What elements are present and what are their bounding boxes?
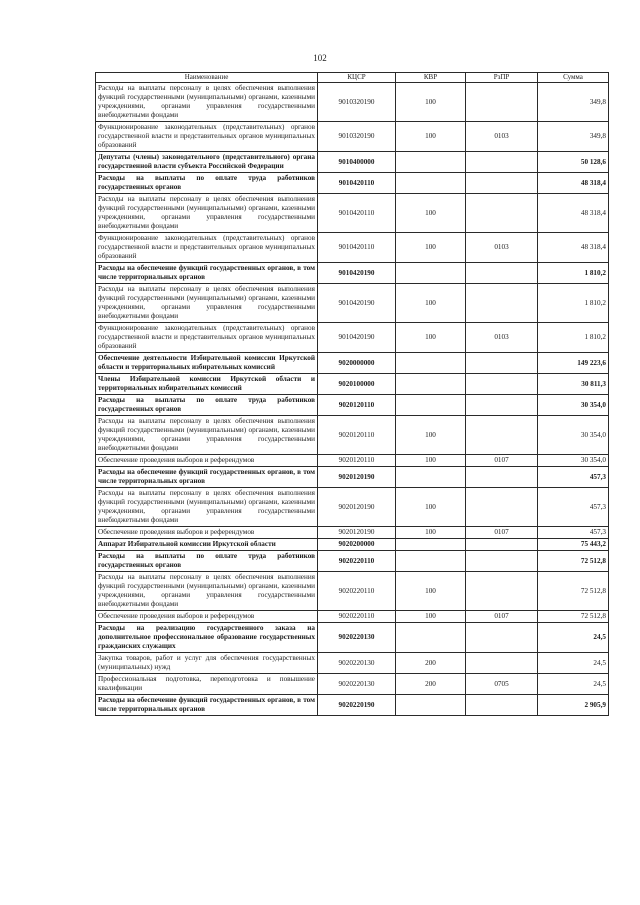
table-row (96, 455, 609, 467)
cell-sum: 349,8 (538, 122, 609, 152)
cell-kvr (396, 374, 466, 395)
cell-code: 9010420110 (318, 173, 396, 194)
table-row (96, 416, 609, 455)
cell-sum: 457,3 (538, 527, 609, 539)
cell-code: 9010420190 (318, 323, 396, 353)
cell-code: 9020120190 (318, 467, 396, 488)
cell-name: Расходы на обеспечение функций государственных органов, в том числе территориальных органов (96, 467, 318, 488)
cell-sum: 50 128,6 (538, 152, 609, 173)
cell-code: 9020220130 (318, 653, 396, 674)
cell-sum: 1 810,2 (538, 263, 609, 284)
cell-kvr: 100 (396, 194, 466, 233)
cell-sum: 24,5 (538, 653, 609, 674)
cell-sum: 48 318,4 (538, 194, 609, 233)
cell-kvr: 100 (396, 527, 466, 539)
cell-kvr (396, 467, 466, 488)
column-header-kvr: КВР (396, 73, 466, 83)
cell-code: 9020220130 (318, 623, 396, 653)
cell-name: Расходы на реализацию государственного заказа на дополнительное профессиональное образование государственных гражданских служащих (96, 623, 318, 653)
cell-code: 9010420110 (318, 194, 396, 233)
cell-sum: 75 443,2 (538, 539, 609, 551)
cell-rzpr (466, 572, 538, 611)
cell-code: 9020120110 (318, 455, 396, 467)
cell-code: 9020100000 (318, 374, 396, 395)
page-number: 102 (313, 53, 327, 63)
cell-rzpr (466, 83, 538, 122)
table-row (96, 653, 609, 674)
cell-code: 9010420190 (318, 284, 396, 323)
budget-table (95, 72, 609, 716)
cell-name: Депутаты (члены) законодательного (представительного) органа государственной власти субъекта Российской Федерации (96, 152, 318, 173)
cell-name: Функционирование законодательных (представительных) органов государственной власти и представительных органов муниципальных образований (96, 323, 318, 353)
cell-rzpr: 0107 (466, 527, 538, 539)
cell-rzpr (466, 374, 538, 395)
cell-name: Обеспечение деятельности Избирательной комиссии Иркутской области и территориальных избирательных комиссий (96, 353, 318, 374)
cell-kvr: 100 (396, 611, 466, 623)
cell-sum: 24,5 (538, 674, 609, 695)
table-row (96, 194, 609, 233)
cell-kvr (396, 623, 466, 653)
table-row (96, 623, 609, 653)
cell-name: Расходы на выплаты персоналу в целях обеспечения выполнения функций государственными (муниципальными) органами, казенными учреждениями, органами управления государственными внебюджетными фондами (96, 194, 318, 233)
cell-rzpr (466, 539, 538, 551)
table-row (96, 284, 609, 323)
cell-kvr (396, 263, 466, 284)
table-row (96, 374, 609, 395)
cell-code: 9020120110 (318, 416, 396, 455)
cell-kvr: 100 (396, 416, 466, 455)
cell-sum: 457,3 (538, 488, 609, 527)
cell-name: Расходы на выплаты по оплате труда работников государственных органов (96, 173, 318, 194)
cell-code: 9020000000 (318, 353, 396, 374)
cell-name: Члены Избирательной комиссии Иркутской области и территориальных избирательных комиссий (96, 374, 318, 395)
cell-code: 9010400000 (318, 152, 396, 173)
cell-name: Аппарат Избирательной комиссии Иркутской области (96, 539, 318, 551)
cell-sum: 48 318,4 (538, 233, 609, 263)
cell-name: Обеспечение проведения выборов и референдумов (96, 611, 318, 623)
cell-rzpr: 0705 (466, 674, 538, 695)
cell-sum: 2 905,9 (538, 695, 609, 716)
cell-kvr (396, 551, 466, 572)
table-row (96, 263, 609, 284)
cell-rzpr (466, 263, 538, 284)
cell-kvr: 100 (396, 323, 466, 353)
cell-kvr (396, 395, 466, 416)
cell-sum: 30 354,0 (538, 455, 609, 467)
table-row (96, 467, 609, 488)
cell-sum: 30 354,0 (538, 416, 609, 455)
table-row (96, 122, 609, 152)
cell-kvr (396, 152, 466, 173)
table-row (96, 527, 609, 539)
cell-sum: 48 318,4 (538, 173, 609, 194)
cell-sum: 30 811,3 (538, 374, 609, 395)
table-row (96, 233, 609, 263)
cell-sum: 72 512,8 (538, 551, 609, 572)
cell-name: Расходы на обеспечение функций государственных органов, в том числе территориальных органов (96, 695, 318, 716)
column-header-sum: Сумма (538, 73, 609, 83)
cell-name: Расходы на выплаты персоналу в целях обеспечения выполнения функций государственными (муниципальными) органами, казенными учреждениями, органами управления государственными внебюджетными фондами (96, 488, 318, 527)
cell-rzpr (466, 284, 538, 323)
table-row (96, 353, 609, 374)
cell-name: Обеспечение проведения выборов и референдумов (96, 527, 318, 539)
cell-rzpr (466, 551, 538, 572)
cell-sum: 24,5 (538, 623, 609, 653)
cell-code: 9020120190 (318, 488, 396, 527)
cell-rzpr (466, 416, 538, 455)
table-row (96, 674, 609, 695)
cell-rzpr: 0103 (466, 323, 538, 353)
cell-rzpr: 0103 (466, 233, 538, 263)
cell-rzpr (466, 623, 538, 653)
table-row (96, 83, 609, 122)
cell-name: Расходы на выплаты по оплате труда работников государственных органов (96, 551, 318, 572)
table-row (96, 572, 609, 611)
cell-code: 9020220110 (318, 572, 396, 611)
cell-sum: 30 354,0 (538, 395, 609, 416)
cell-code: 9010320190 (318, 83, 396, 122)
cell-kvr (396, 695, 466, 716)
table-header-row (96, 73, 609, 83)
cell-name: Расходы на выплаты по оплате труда работников государственных органов (96, 395, 318, 416)
cell-name: Функционирование законодательных (представительных) органов государственной власти и представительных органов муниципальных образований (96, 233, 318, 263)
cell-sum: 1 810,2 (538, 323, 609, 353)
cell-kvr: 100 (396, 572, 466, 611)
cell-code: 9020120110 (318, 395, 396, 416)
cell-kvr: 100 (396, 284, 466, 323)
cell-kvr: 200 (396, 653, 466, 674)
cell-sum: 1 810,2 (538, 284, 609, 323)
cell-rzpr (466, 173, 538, 194)
column-header-rzpr: РзПР (466, 73, 538, 83)
cell-sum: 457,3 (538, 467, 609, 488)
cell-code: 9020220110 (318, 551, 396, 572)
cell-rzpr (466, 695, 538, 716)
cell-name: Расходы на выплаты персоналу в целях обеспечения выполнения функций государственными (муниципальными) органами, казенными учреждениями, органами управления государственными внебюджетными фондами (96, 284, 318, 323)
cell-kvr: 200 (396, 674, 466, 695)
cell-kvr (396, 353, 466, 374)
cell-kvr (396, 173, 466, 194)
table-body (96, 83, 609, 716)
cell-code: 9020200000 (318, 539, 396, 551)
cell-code: 9010420190 (318, 263, 396, 284)
cell-code: 9020120190 (318, 527, 396, 539)
table-row (96, 173, 609, 194)
table-row (96, 488, 609, 527)
cell-name: Закупка товаров, работ и услуг для обеспечения государственных (муниципальных) нужд (96, 653, 318, 674)
cell-code: 9010320190 (318, 122, 396, 152)
cell-rzpr: 0107 (466, 455, 538, 467)
cell-sum: 72 512,8 (538, 611, 609, 623)
cell-name: Обеспечение проведения выборов и референдумов (96, 455, 318, 467)
table-row (96, 551, 609, 572)
cell-rzpr (466, 488, 538, 527)
cell-sum: 349,8 (538, 83, 609, 122)
cell-name: Функционирование законодательных (представительных) органов государственной власти и представительных органов муниципальных образований (96, 122, 318, 152)
cell-code: 9020220190 (318, 695, 396, 716)
table-row (96, 611, 609, 623)
cell-rzpr (466, 467, 538, 488)
table-row (96, 695, 609, 716)
cell-kvr (396, 539, 466, 551)
cell-sum: 72 512,8 (538, 572, 609, 611)
cell-rzpr (466, 395, 538, 416)
cell-kvr: 100 (396, 455, 466, 467)
table-row (96, 539, 609, 551)
cell-rzpr: 0103 (466, 122, 538, 152)
cell-rzpr: 0107 (466, 611, 538, 623)
table-row (96, 395, 609, 416)
cell-kvr: 100 (396, 488, 466, 527)
cell-code: 9020220110 (318, 611, 396, 623)
cell-rzpr (466, 653, 538, 674)
cell-name: Расходы на выплаты персоналу в целях обеспечения выполнения функций государственными (муниципальными) органами, казенными учреждениями, органами управления государственными внебюджетными фондами (96, 83, 318, 122)
cell-code: 9010420110 (318, 233, 396, 263)
cell-rzpr (466, 152, 538, 173)
cell-code: 9020220130 (318, 674, 396, 695)
column-header-code: КЦСР (318, 73, 396, 83)
cell-kvr: 100 (396, 122, 466, 152)
table-row (96, 323, 609, 353)
column-header-name: Наименование (96, 73, 318, 83)
cell-kvr: 100 (396, 83, 466, 122)
cell-name: Расходы на выплаты персоналу в целях обеспечения выполнения функций государственными (муниципальными) органами, казенными учреждениями, органами управления государственными внебюджетными фондами (96, 572, 318, 611)
table-row (96, 152, 609, 173)
cell-rzpr (466, 353, 538, 374)
cell-name: Профессиональная подготовка, переподготовка и повышение квалификации (96, 674, 318, 695)
cell-name: Расходы на выплаты персоналу в целях обеспечения выполнения функций государственными (муниципальными) органами, казенными учреждениями, органами управления государственными внебюджетными фондами (96, 416, 318, 455)
cell-name: Расходы на обеспечение функций государственных органов, в том числе территориальных органов (96, 263, 318, 284)
cell-sum: 149 223,6 (538, 353, 609, 374)
cell-kvr: 100 (396, 233, 466, 263)
cell-rzpr (466, 194, 538, 233)
